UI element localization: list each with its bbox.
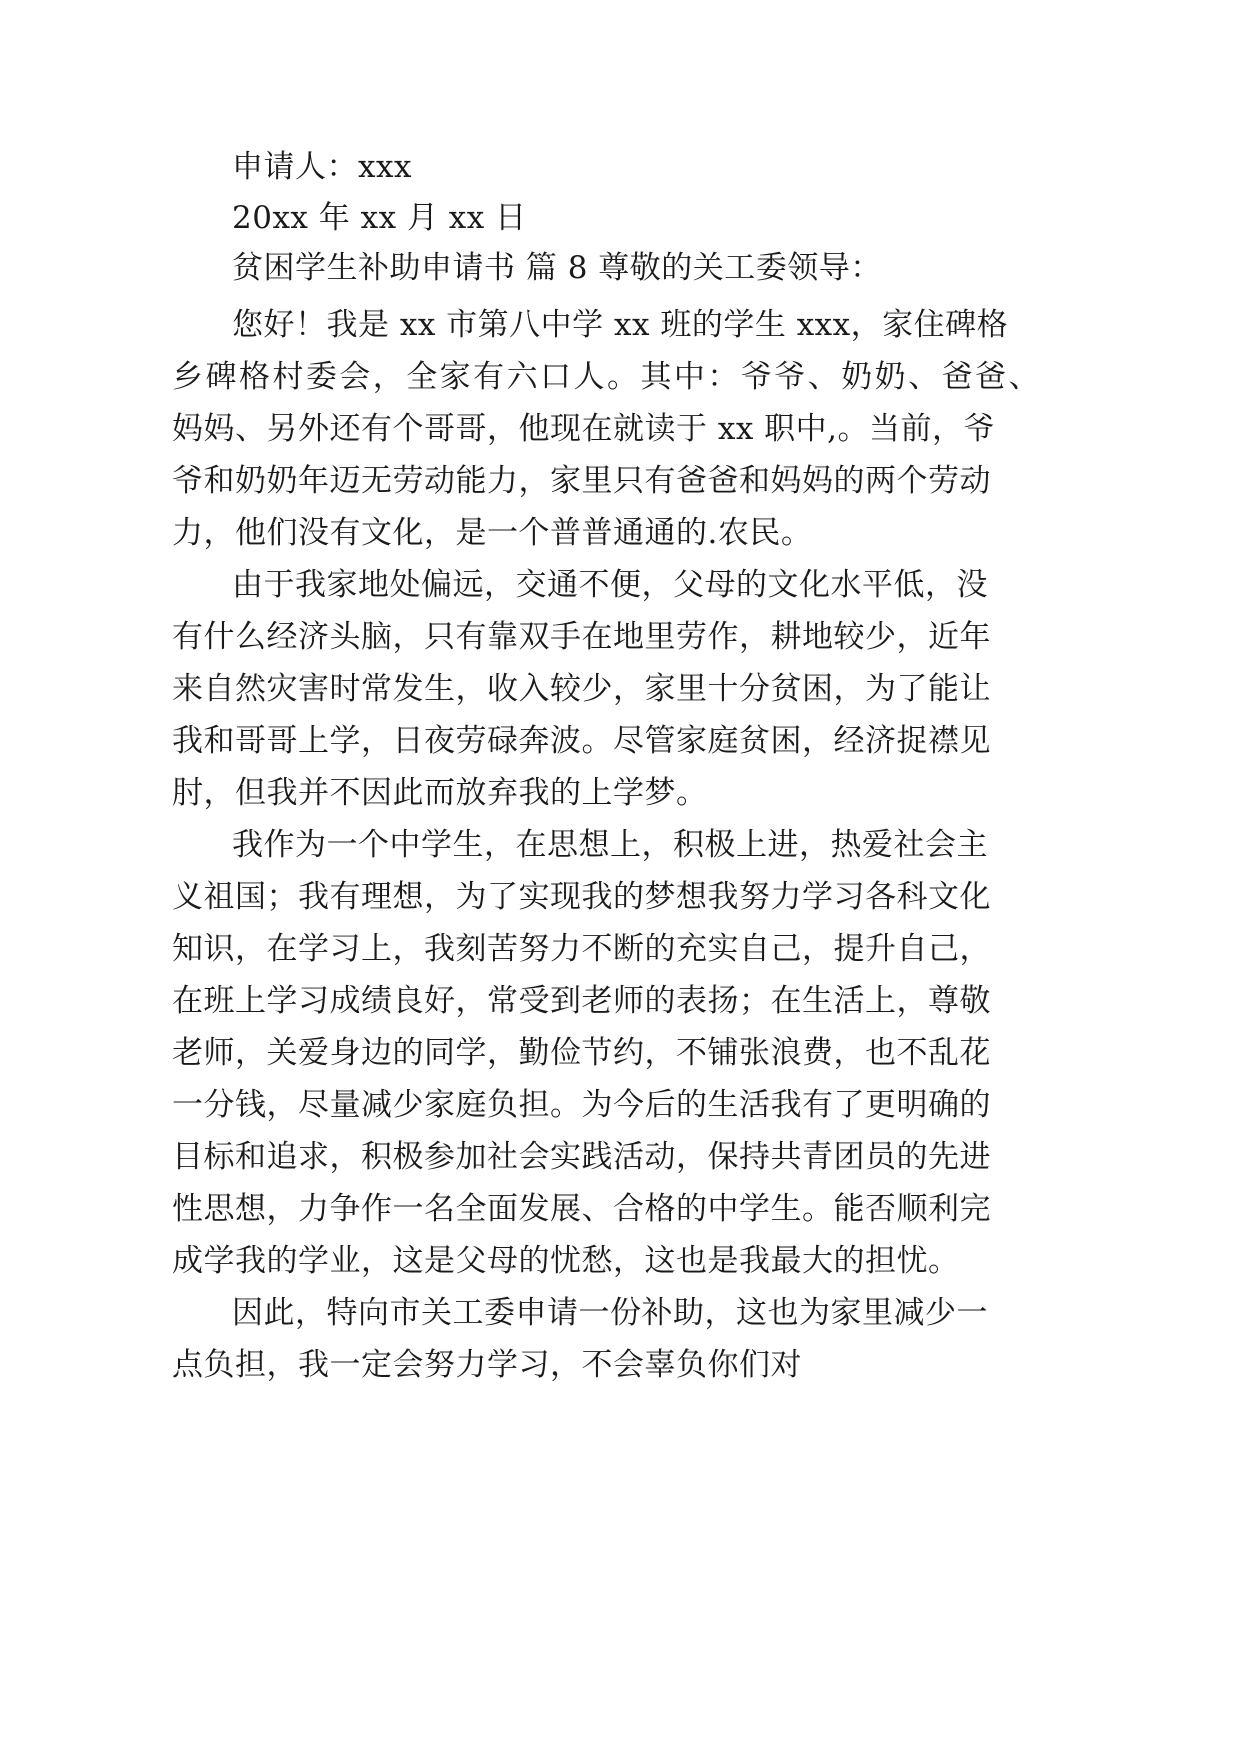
paragraph-4-line-2: 点负担，我一定会努力学习，不会辜负你们对 <box>172 1347 802 1383</box>
paragraph-2-line-1: 由于我家地处偏远，交通不便，父母的文化水平低，没 <box>232 567 988 603</box>
applicant-line: 申请人：xxx <box>232 149 412 185</box>
paragraph-2-line-5: 肘，但我并不因此而放弃我的上学梦。 <box>172 775 708 811</box>
heading-line: 贫困学生补助申请书 篇 8 尊敬的关工委领导： <box>232 250 882 286</box>
paragraph-1-line-3: 妈妈、另外还有个哥哥，他现在就读于 xx 职中,。当前，爷 <box>172 411 996 447</box>
paragraph-2-line-2: 有什么经济头脑，只有靠双手在地里劳作，耕地较少，近年 <box>172 619 991 655</box>
paragraph-1-line-4: 爷和奶奶年迈无劳动能力，家里只有爸爸和妈妈的两个劳动 <box>172 463 991 499</box>
paragraph-3-line-7: 目标和追求，积极参加社会实践活动，保持共青团员的先进 <box>172 1139 991 1175</box>
paragraph-3-line-5: 老师，关爱身边的同学，勤俭节约，不铺张浪费，也不乱花 <box>172 1035 991 1071</box>
paragraph-3-line-8: 性思想，力争作一名全面发展、合格的中学生。能否顺利完 <box>172 1191 991 1227</box>
paragraph-1-line-5: 力，他们没有文化，是一个普普通通的.农民。 <box>172 515 813 551</box>
paragraph-3-line-2: 义祖国；我有理想，为了实现我的梦想我努力学习各科文化 <box>172 879 991 915</box>
paragraph-3-line-3: 知识，在学习上，我刻苦努力不断的充实自己，提升自己， <box>172 931 991 967</box>
paragraph-3-line-9: 成学我的学业，这是父母的忧愁，这也是我最大的担忧。 <box>172 1243 960 1279</box>
paragraph-3-line-6: 一分钱，尽量减少家庭负担。为今后的生活我有了更明确的 <box>172 1087 991 1123</box>
paragraph-2-line-4: 我和哥哥上学，日夜劳碌奔波。尽管家庭贫困，经济捉襟见 <box>172 723 991 759</box>
date-line: 20xx 年 xx 月 xx 日 <box>232 200 527 236</box>
paragraph-1-line-2: 乡碑格村委会，全家有六口人。其中：爷爷、奶奶、爸爸、 <box>172 359 1040 395</box>
paragraph-1-line-1: 您好！我是 xx 市第八中学 xx 班的学生 xxx，家住碑格 <box>232 307 1009 343</box>
paragraph-3-line-4: 在班上学习成绩良好，常受到老师的表扬；在生活上，尊敬 <box>172 983 991 1019</box>
paragraph-3-line-1: 我作为一个中学生，在思想上，积极上进，热爱社会主 <box>232 827 988 863</box>
paragraph-4-line-1: 因此，特向市关工委申请一份补助，这也为家里减少一 <box>232 1295 988 1331</box>
paragraph-2-line-3: 来自然灾害时常发生，收入较少，家里十分贫困，为了能让 <box>172 671 991 707</box>
